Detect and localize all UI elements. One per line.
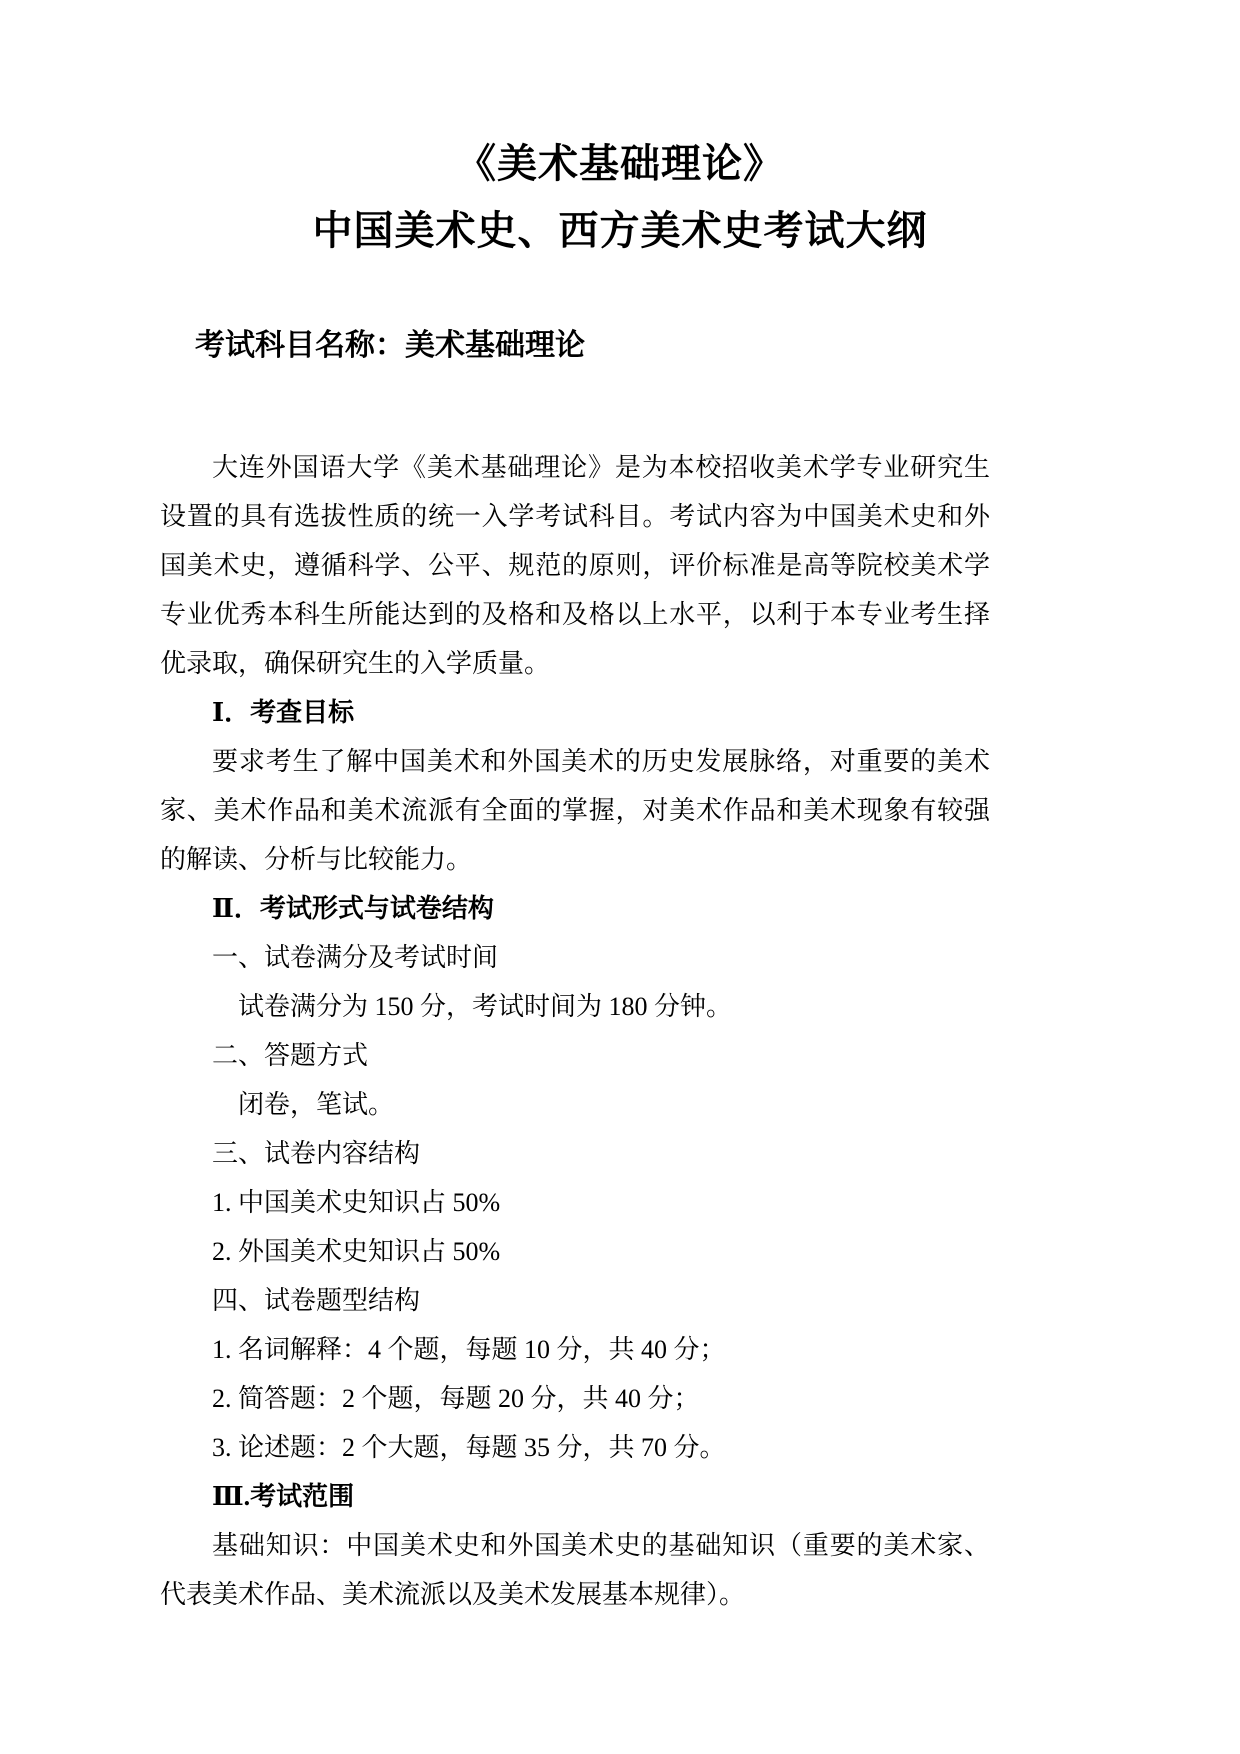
list-item-answer-mode-heading: 二、答题方式: [212, 1041, 369, 1070]
list-item-content-structure-heading: 三、试卷内容结构: [212, 1139, 421, 1168]
section-heading-objectives: Ⅰ．考查目标: [212, 698, 355, 727]
objectives-paragraph: 要求考生了解中国美术和外国美术的历史发展脉络，对重要的美术家、美术作品和美术流派有全面的掌握，对美术作品和美术现象有较强的解读、分析与比较能力。: [160, 747, 990, 874]
list-item-foreign-art-ratio: 2. 外国美术史知识占 50%: [212, 1237, 501, 1266]
section-heading-exam-format: Ⅱ．考试形式与试卷结构: [212, 894, 494, 923]
list-item-term-explanation: 1. 名词解释：4 个题，每题 10 分，共 40 分；: [212, 1335, 726, 1364]
document-body: [160, 443, 990, 1619]
list-item-chinese-art-ratio: 1. 中国美术史知识占 50%: [212, 1188, 501, 1217]
intro-paragraph: 大连外国语大学《美术基础理论》是为本校招收美术学专业研究生设置的具有选拔性质的统一入学考试科目。考试内容为中国美术史和外国美术史，遵循科学、公平、规范的原则，评价标准是高等院校美术学专业优秀本科生所能达到的及格和及格以上水平，以利于本专业考生择优录取，确保研究生的入学质量。: [160, 453, 990, 678]
section-heading-exam-scope: Ⅲ.考试范围: [212, 1482, 355, 1511]
list-item-fullscore-detail: 试卷满分为 150 分，考试时间为 180 分钟。: [238, 992, 733, 1021]
list-item-short-answer: 2. 简答题：2 个题，每题 20 分，共 40 分；: [212, 1384, 700, 1413]
doc-title: 《美术基础理论》: [456, 141, 784, 186]
list-item-answer-mode-detail: 闭卷，笔试。: [238, 1090, 395, 1119]
doc-subtitle: 中国美术史、西方美术史考试大纲: [312, 208, 928, 253]
list-item-question-types-heading: 四、试卷题型结构: [212, 1286, 421, 1315]
list-item-essay: 3. 论述题：2 个大题，每题 35 分，共 70 分。: [212, 1433, 726, 1462]
subject-name-label: 考试科目名称：美术基础理论: [195, 329, 585, 362]
list-item-fullscore-heading: 一、试卷满分及考试时间: [212, 943, 499, 972]
title-block: [0, 0, 1240, 264]
scope-paragraph: 基础知识：中国美术史和外国美术史的基础知识（重要的美术家、代表美术作品、美术流派以及美术发展基本规律）。: [160, 1531, 990, 1609]
